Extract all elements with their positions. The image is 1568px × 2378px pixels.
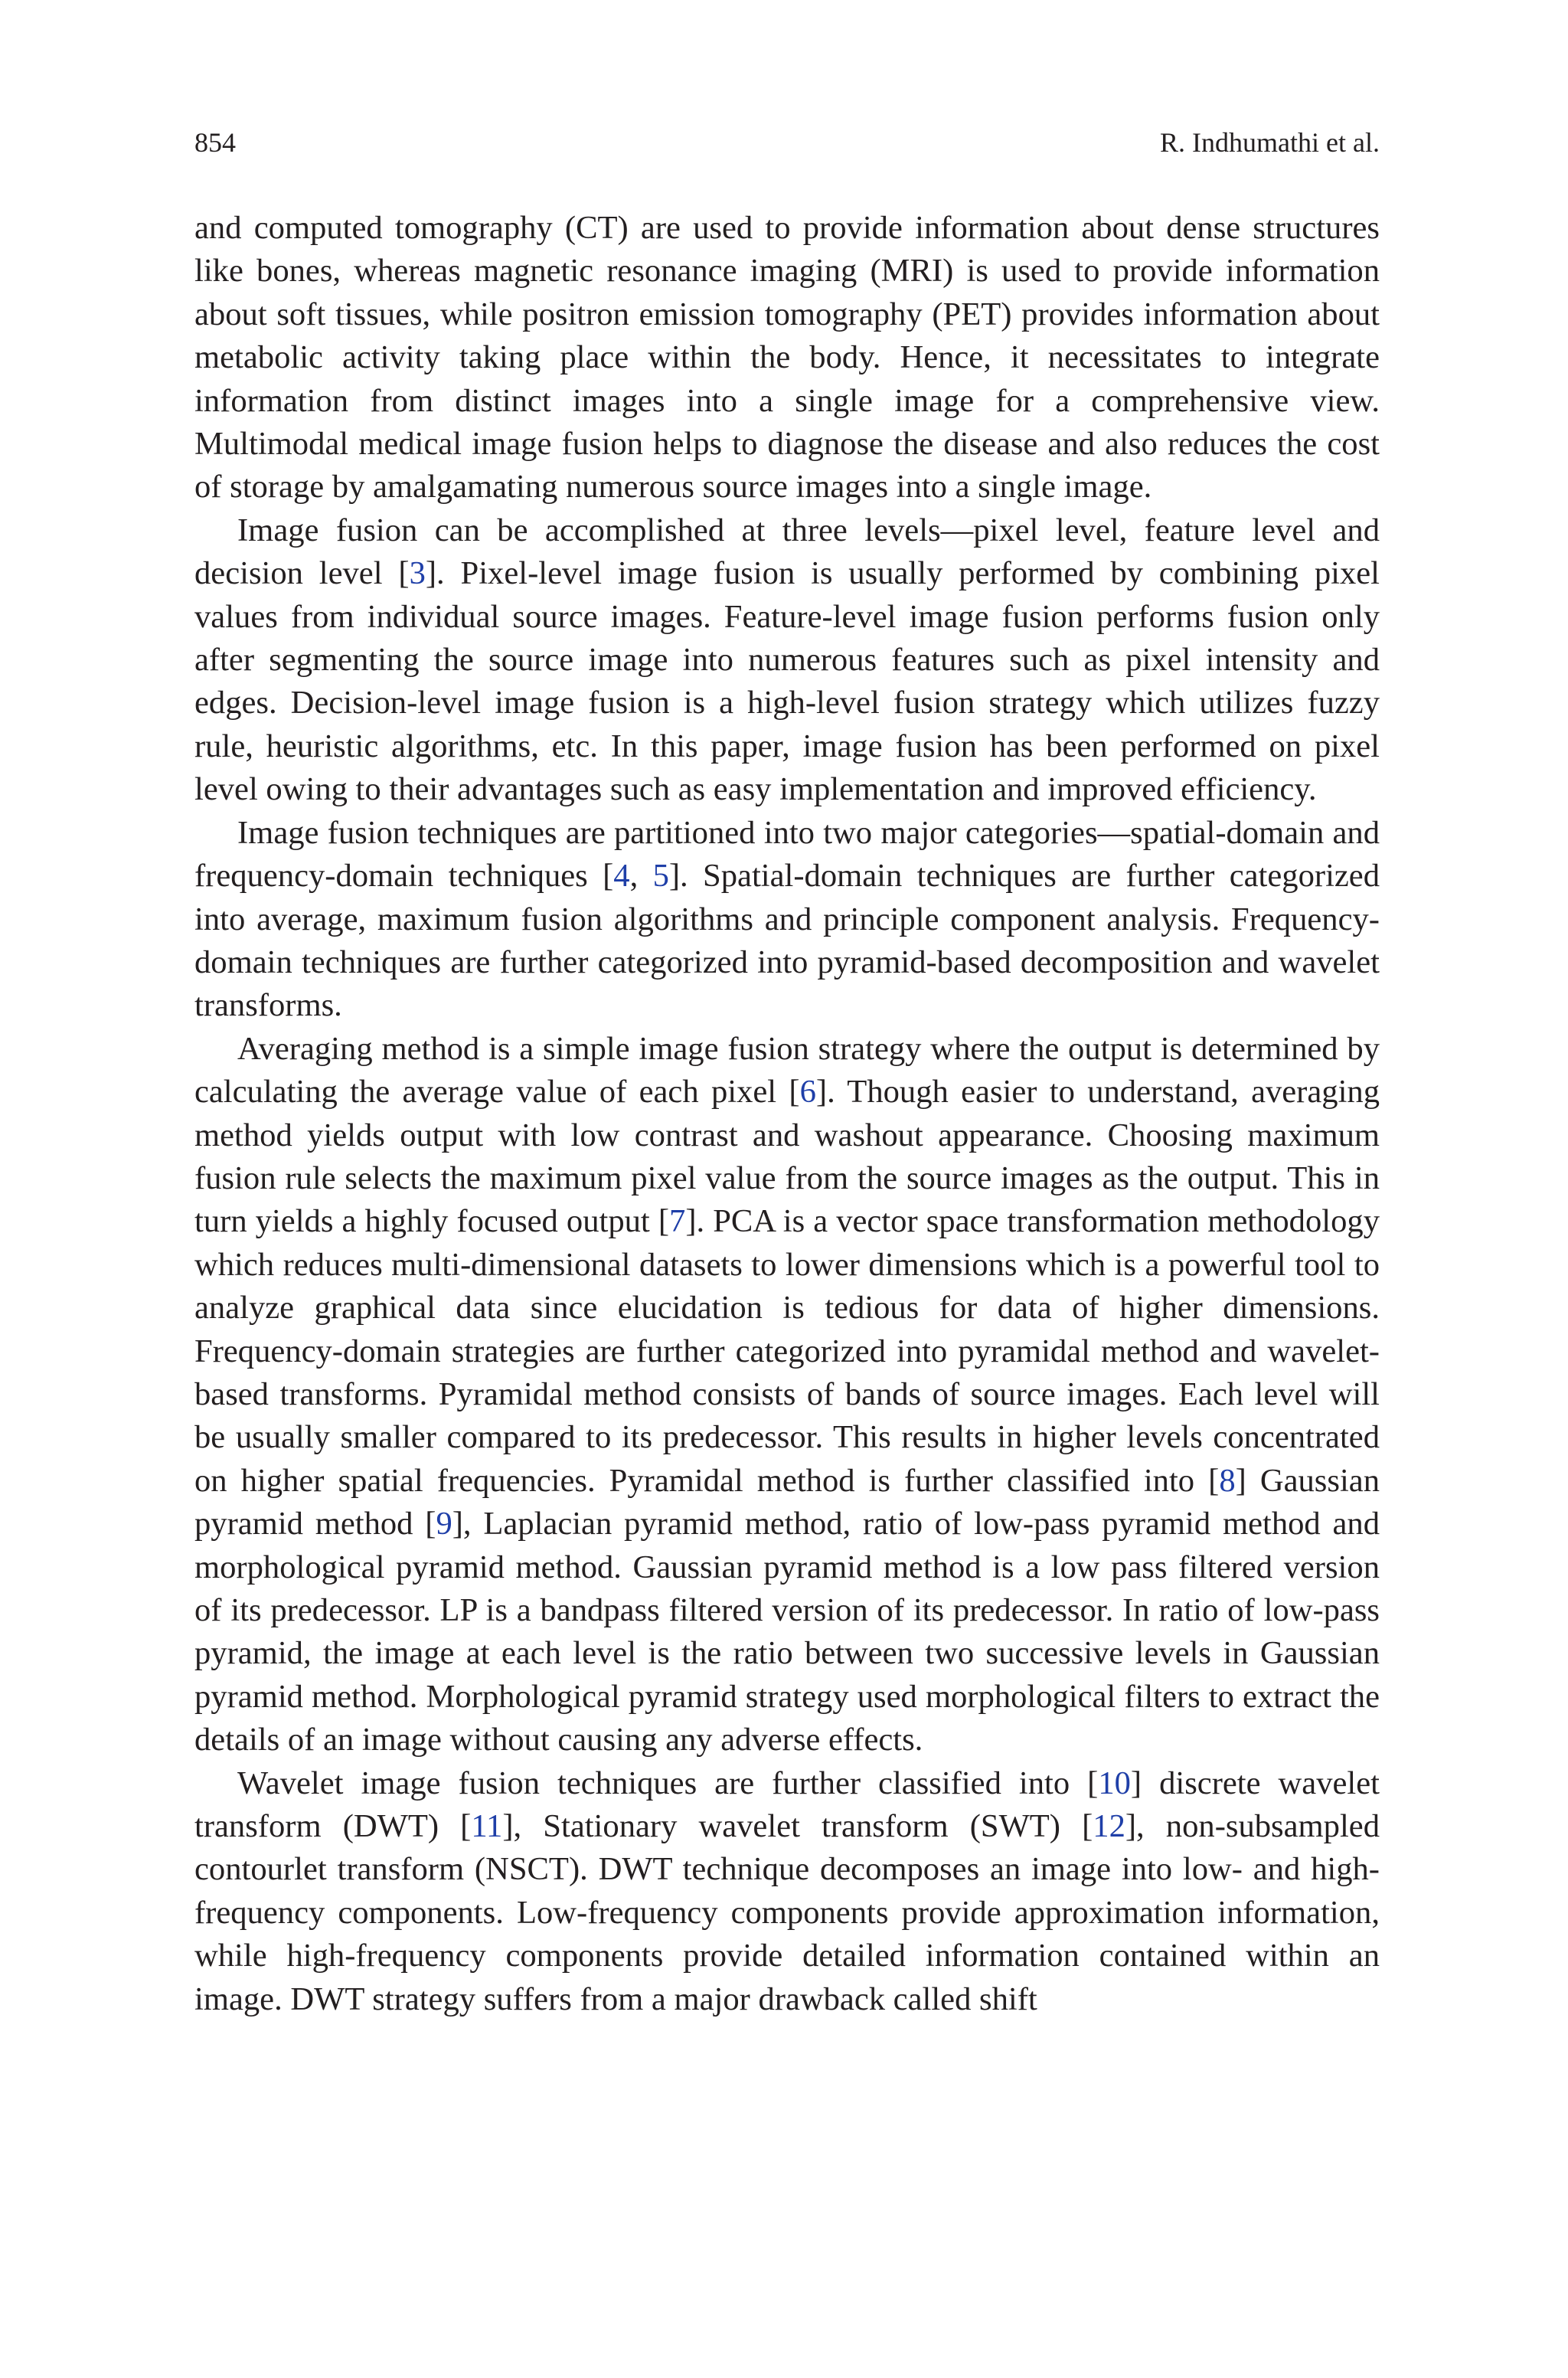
paragraph-text: ] discrete wavelet transform (DWT) [	[194, 1765, 1380, 1845]
citation-link[interactable]: 7	[669, 1203, 686, 1240]
page-number: 854	[194, 127, 236, 158]
paragraph	[194, 812, 1380, 1028]
paragraph-text: ], Stationary wavelet transform (SWT) [	[502, 1808, 1093, 1845]
citation-link[interactable]: 4	[613, 858, 630, 895]
paragraph	[194, 1762, 1380, 2021]
paragraph-text: Image fusion techniques are partitioned into two major categories—spatial-domain and frequency-domain techniques [	[194, 814, 1380, 895]
paragraph-text: ]. Spatial-domain techniques are further categorized into average, maximum fusion algorithms and principle component analysis. Frequency-domain techniques are further categorized into pyramid-based decomposition and wavelet transforms.	[194, 858, 1380, 1024]
paragraph-text: ], non-subsampled contourlet transform (NSCT). DWT technique decomposes an image into low- and high-frequency components. Low-frequency components provide approximation information, while high-frequency components provide detailed information contained within an image. DWT strategy suffers from a major drawback called shift	[194, 1808, 1380, 2017]
paragraph-text: Averaging method is a simple image fusion strategy where the output is determined by calculating the average value of each pixel [	[194, 1030, 1380, 1110]
paragraph-text: and computed tomography (CT) are used to provide information about dense structures like bones, whereas magnetic resonance imaging (MRI) is used to provide information about soft tissues, while positron emission tomography (PET) provides information about metabolic activity taking place within the body. Hence, it necessitates to integrate information from distinct images into a single image for a comprehensive view. Multimodal medical image fusion helps to diagnose the disease and also reduces the cost of storage by amalgamating numerous source images into a single image.	[194, 210, 1380, 505]
citation-link[interactable]: 5	[652, 858, 669, 895]
paragraph-text: ]. PCA is a vector space transformation methodology which reduces multi-dimensional datasets to lower dimensions which is a powerful tool to analyze graphical data since elucidation is tedious for data of higher dimensions. Frequency-domain strategies are further categorized into pyramidal method and wavelet-based transforms. Pyramidal method consists of bands of source images. Each level will be usually smaller compared to its predecessor. This results in higher levels concentrated on higher spatial frequencies. Pyramidal method is further classified into [	[194, 1203, 1380, 1499]
paragraph-text: ]. Though easier to understand, averaging method yields output with low contrast and washout appearance. Choosing maximum fusion rule selects the maximum pixel value from the source images as the output. This in turn yields a highly focused output [	[194, 1074, 1380, 1240]
paragraph-text: ,	[629, 858, 653, 895]
running-head	[194, 126, 1380, 159]
citation-link[interactable]: 3	[409, 555, 426, 592]
citation-link[interactable]: 10	[1098, 1765, 1131, 1801]
paragraph-text: Wavelet image fusion techniques are further classified into [	[237, 1765, 1099, 1801]
body-text	[194, 207, 1380, 2021]
paragraph-text: Image fusion can be accomplished at three levels—pixel level, feature level and decision level [	[194, 512, 1380, 592]
citation-link[interactable]: 6	[799, 1074, 816, 1110]
citation-link[interactable]: 8	[1219, 1462, 1236, 1499]
running-head-authors: R. Indhumathi et al.	[1160, 127, 1380, 158]
citation-link[interactable]: 9	[436, 1506, 452, 1542]
paragraph	[194, 509, 1380, 812]
paragraph-text: ]. Pixel-level image fusion is usually performed by combining pixel values from individual source images. Feature-level image fusion performs fusion only after segmenting the source image into numerous features such as pixel intensity and edges. Decision-level image fusion is a high-level fusion strategy which utilizes fuzzy rule, heuristic algorithms, etc. In this paper, image fusion has been performed on pixel level owing to their advantages such as easy implementation and improved efficiency.	[194, 555, 1380, 808]
paragraph-text: ], Laplacian pyramid method, ratio of low-pass pyramid method and morphological pyramid method. Gaussian pyramid method is a low pass filtered version of its predecessor. LP is a bandpass filtered version of its predecessor. In ratio of low-pass pyramid, the image at each level is the ratio between two successive levels in Gaussian pyramid method. Morphological pyramid strategy used morphological filters to extract the details of an image without causing any adverse effects.	[194, 1506, 1380, 1758]
paragraph	[194, 207, 1380, 509]
paragraph	[194, 1028, 1380, 1762]
citation-link[interactable]: 11	[471, 1808, 503, 1845]
paragraph-text: ] Gaussian pyramid method [	[194, 1462, 1380, 1542]
citation-link[interactable]: 12	[1093, 1808, 1125, 1845]
